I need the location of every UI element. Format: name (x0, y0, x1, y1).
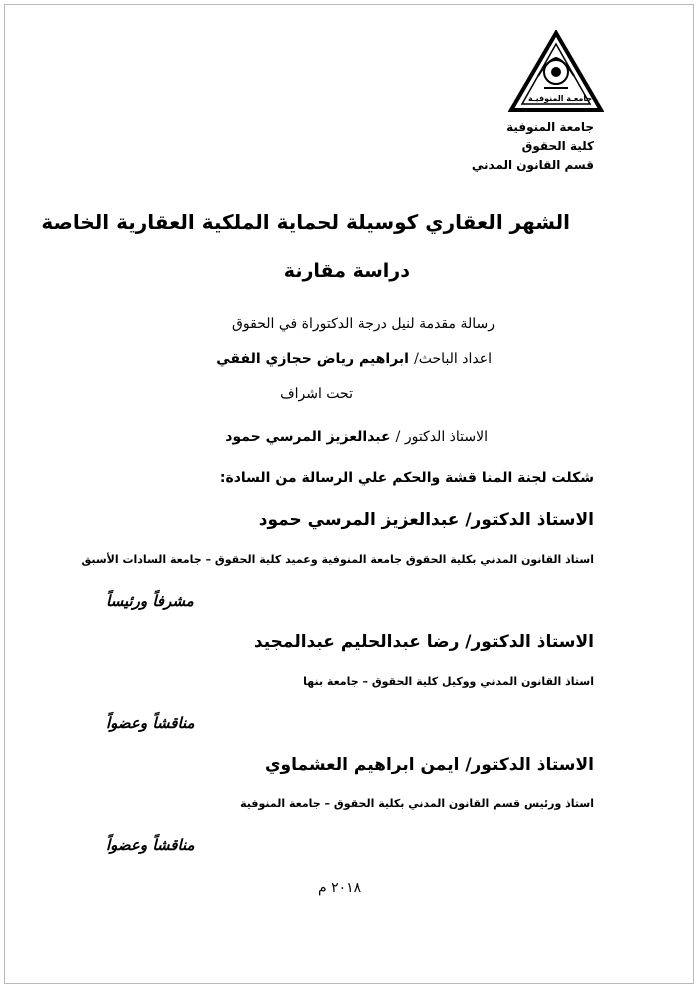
supervisor-label: الاستاذ الدكتور / (395, 429, 488, 445)
supervisor-line (225, 426, 488, 445)
thesis-title: الشهر العقاري كوسيلة لحماية الملكية العقارية الخاصة (41, 210, 570, 234)
logo-emblem-icon (508, 30, 604, 116)
department-name: قسم القانون المدني (471, 158, 594, 172)
committee-member-role: استاذ ورئيس قسم القانون المدني بكلية الحقوق – جامعة المنوفية (240, 797, 594, 810)
committee-member-role: استاذ القانون المدني ووكيل كلية الحقوق – جامعة بنها (303, 675, 594, 688)
committee-member-verdict: مناقشاً وعضواً (106, 714, 195, 732)
faculty-name: كلية الحقوق (521, 139, 594, 153)
committee-member-verdict: مناقشاً وعضواً (106, 836, 195, 854)
supervisor-name: عبدالعزيز المرسي حمود (225, 429, 391, 445)
committee-member-name: الاستاذ الدكتور/ رضا عبدالحليم عبدالمجيد (253, 632, 594, 652)
university-name: جامعة المنوفية (506, 120, 594, 134)
thesis-purpose: رسالة مقدمة لنيل درجة الدكتوراة في الحقوق (232, 316, 495, 332)
committee-heading: شكلت لجنة المنا قشة والحكم علي الرسالة من السادة: (219, 470, 594, 486)
university-logo (508, 30, 604, 116)
committee-member-verdict: مشرفاً ورئيساً (106, 592, 194, 610)
committee-member-role: استاذ القانون المدني بكلية الحقوق جامعة المنوفية وعميد كلية الحقوق – جامعة السادات الأسبق (81, 553, 594, 566)
author-label: اعداد الباحث/ (414, 351, 492, 367)
thesis-year: ٢٠١٨ م (318, 880, 362, 896)
committee-member-name: الاستاذ الدكتور/ عبدالعزيز المرسي حمود (258, 510, 594, 530)
logo-caption: جامعـة المنوفيـة (528, 94, 593, 103)
committee-member-name: الاستاذ الدكتور/ ايمن ابراهيم العشماوي (264, 755, 594, 775)
author-line (216, 348, 492, 367)
thesis-subtitle: دراسة مقارنة (283, 260, 410, 282)
supervision-label: تحت اشراف (280, 386, 353, 402)
author-name: ابراهيم رياض حجازي الفقي (216, 351, 409, 367)
